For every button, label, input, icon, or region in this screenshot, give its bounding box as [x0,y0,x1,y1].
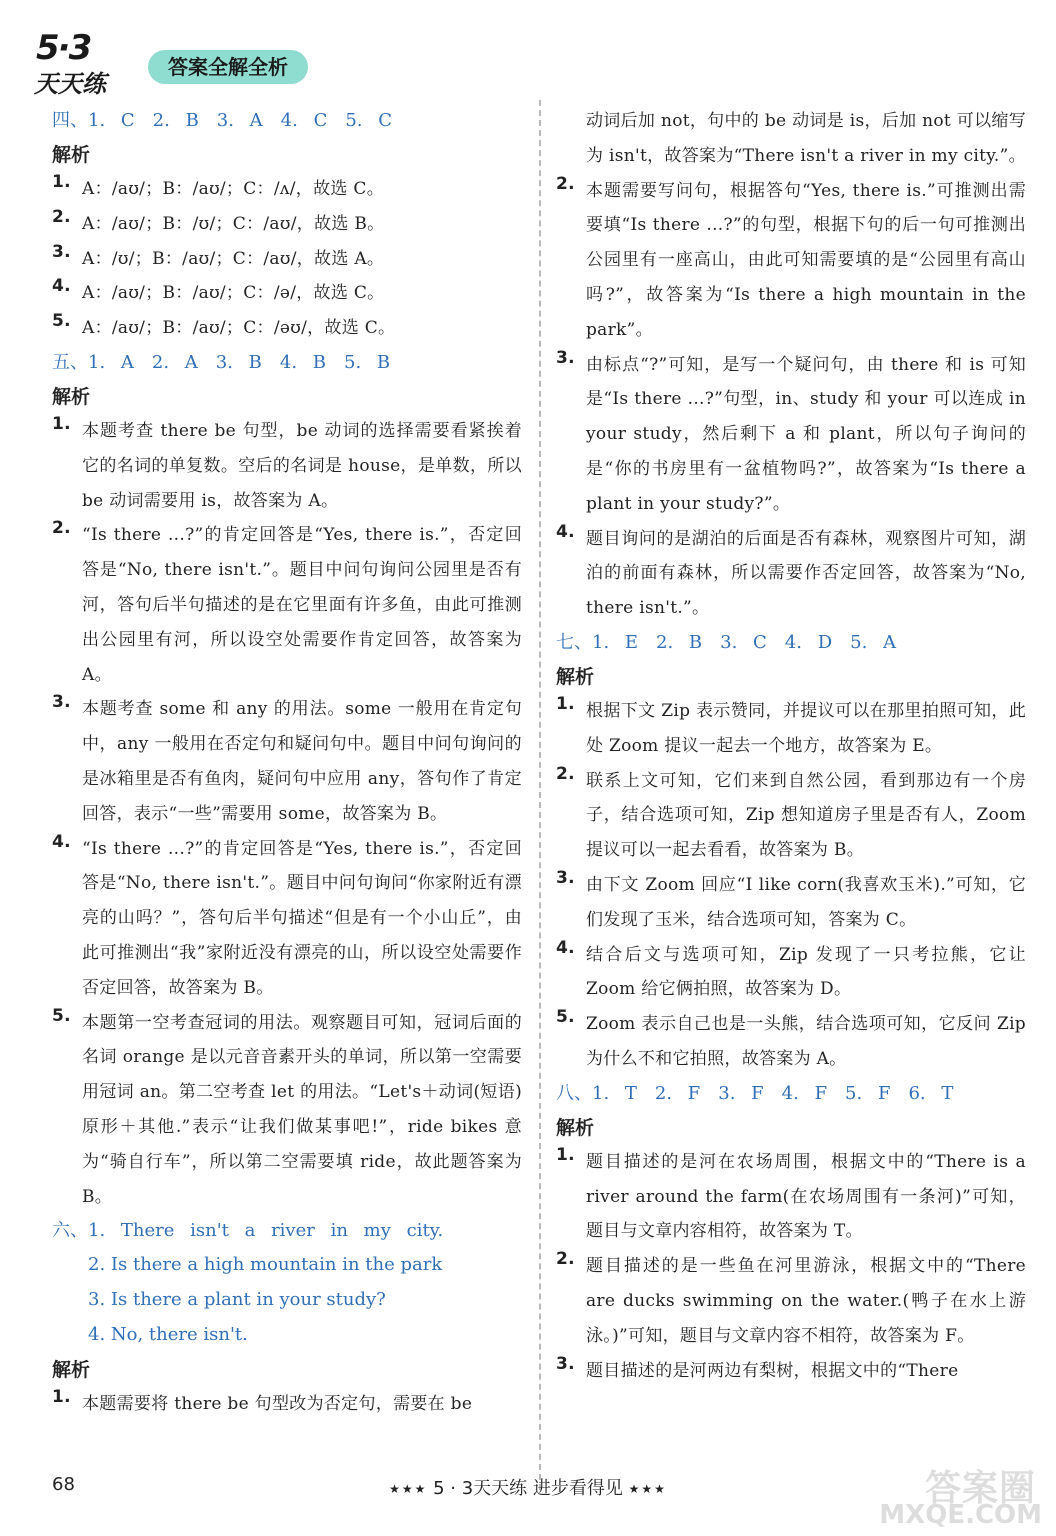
answer-line: 4. No, there isn't. [88,1323,248,1345]
section-answers: 五、1. A 2. A 3. B 4. B 5. B [52,351,391,373]
analysis-item [556,1354,1026,1389]
item-number: 3. [52,692,71,713]
item-text: 本题需要将 there be 句型改为否定句，需要在 be [82,1393,473,1414]
item-text: 联系上文可知，它们来到自然公园，看到那边有一个房子，结合选项可知，Zip 想知道房子里是否有人，Zoom 提议可以一起去看看，故答案为 B。 [586,770,1026,861]
analysis-item [556,694,1026,764]
stars-right: ★★★ [628,1482,667,1496]
item-text: 本题考查 some 和 any 的用法。some 一般用在肯定句中，any 一般用在否定句和疑问句中。题目中问句询问的是冰箱里是否有鱼肉，疑问句中应用 any，答句作了肯定回答，表示“一些”需要用 some，故答案为 B。 [82,699,522,824]
item-number: 4. [52,831,71,852]
item-number: 4. [556,937,575,958]
watermark-logo: 答案圈 [924,1468,1036,1509]
item-text: “Is there ...?”的肯定回答是“Yes, there is.”，否定回答是“No, there isn't.”。题目中问句询问公园里是否有河，答句后半句描述的是在它里面有许多鱼，由此可推测出公园里有河，所以设空处需要作肯定回答，故答案为 A。 [82,525,522,685]
section-answers: 六、1. There isn't a river in my city. [52,1220,444,1242]
stars-left: ★★★ [389,1482,428,1496]
analysis-item [556,938,1026,1008]
item-text: A：/aʊ/；B：/ʊ/；C：/aʊ/，故选 B。 [82,213,385,234]
analysis-heading: 解析 [52,385,91,408]
section-answers: 七、1. E 2. B 3. C 4. D 5. A [556,631,897,653]
item-number: 5. [52,1005,71,1026]
footer-slogan [0,1474,1056,1500]
answer-badge: 答案全解全析 [148,50,308,84]
analysis-item [556,764,1026,868]
item-text: 由标点“?”可知，是写一个疑问句，由 there 和 is 可知是“Is there ...?”句型，in、study 和 your 可以连成 in your study，然后剩下 a 和 plant，所以句子询问的是“你的书房里有一盆植物吗?”，故答案为“Is there a plant in your study?”。 [586,354,1026,514]
analysis-heading: 解析 [556,665,595,688]
analysis-item [52,1006,522,1215]
item-number: 2. [556,173,575,194]
logo [30,28,140,98]
analysis-item [52,414,522,518]
footer-text: 5 · 3天天练 进步看得见 [433,1478,623,1499]
item-text: “Is there ...?”的肯定回答是“Yes, there is.”，否定回答是“No, there isn't.”。题目中问句询问“你家附近有漂亮的山吗？”，答句后半句描述“但是有一个小山丘”，由此可推测出“我”家附近没有漂亮的山，所以设空处需要作否定回答，故答案为 B。 [82,838,522,998]
item-number: 1. [52,413,71,434]
logo-top: 5·3 [36,28,91,68]
item-text: A：/aʊ/；B：/aʊ/；C：/ə/，故选 C。 [82,283,385,304]
analysis-item [556,104,1026,174]
section-answers: 四、1. C 2. B 3. A 4. C 5. C [52,110,393,131]
analysis-item [556,348,1026,522]
item-number: 2. [556,763,575,784]
analysis-item [556,1145,1026,1249]
analysis-item [556,522,1026,626]
analysis-heading: 解析 [52,1358,91,1381]
item-text: 本题需要写问句，根据答句“Yes, there is.”可推测出需要填“Is there ...?”的句型，根据下句的后一句可推测出公园里有一座高山，由此可知需要填的是“公园里有高山吗?”，故答案为“Is there a high mountain in the park”。 [586,180,1026,340]
logo-bottom: 天天练 [34,70,106,98]
item-text: 题目描述的是一些鱼在河里游泳，根据文中的“There are ducks swimming on the water.(鸭子在水上游泳。)”可知，题目与文章内容不相符，故答案为 F。 [586,1256,1026,1346]
item-number: 1. [52,1386,71,1407]
answer-line: 2. Is there a high mountain in the park [88,1254,443,1276]
item-number: 1. [556,693,575,714]
item-text: 结合后文与选项可知，Zip 发现了一只考拉熊，它让 Zoom 给它俩拍照，故答案为 D。 [586,944,1026,1000]
analysis-item [52,692,522,831]
item-text: 由下文 Zoom 回应“I like corn(我喜欢玉米).”可知，它们发现了玉米，结合选项可知，答案为 C。 [586,874,1026,930]
analysis-item [52,1387,522,1422]
analysis-heading: 解析 [52,144,91,166]
item-text: 本题第一空考查冠词的用法。观察题目可知，冠词后面的名词 orange 是以元音音素开头的单词，所以第一空需要用冠词 an。第二空考查 let 的用法。“Let's＋动词(短语)原形＋其他.”表示“让我们做某事吧!”，ride bikes 意为“骑自行车”，所以第二空需要填 ride，故此题答案为 B。 [82,1012,522,1207]
analysis-item [52,832,522,1006]
answer-line: 3. Is there a plant in your study? [88,1289,386,1311]
item-text: 根据下文 Zip 表示赞同，并提议可以在那里拍照可知，此处 Zoom 提议一起去一个地方，故答案为 E。 [586,700,1026,756]
page-number: 68 [52,1474,75,1495]
item-number: 2. [556,1249,575,1270]
item-text: A：/aʊ/；B：/aʊ/；C：/əʊ/，故选 C。 [82,318,396,339]
right-column [556,104,1026,1388]
item-text: Zoom 表示自己也是一头熊，结合选项可知，它反问 Zip 为什么不和它拍照，故答案为 A。 [586,1014,1026,1069]
analysis-item [52,518,522,692]
item-number: 3. [556,347,575,368]
analysis-item [556,1249,1026,1353]
item-number: 4. [556,521,575,542]
item-text: 题目描述的是河两边有梨树，根据文中的“There [586,1360,959,1381]
item-text: 动词后加 not，句中的 be 动词是 is，后加 not 可以缩写为 isn't，故答案为“There isn't a river in my city.”。 [586,111,1026,166]
item-text: A：/ʊ/；B：/aʊ/；C：/aʊ/，故选 A。 [82,248,385,269]
item-text: A：/aʊ/；B：/aʊ/；C：/ʌ/，故选 C。 [82,179,385,199]
analysis-item [52,207,522,242]
item-text: 本题考查 there be 句型，be 动词的选择需要看紧挨着它的名词的单复数。空后的名词是 house，是单数，所以 be 动词需要用 is，故答案为 A。 [82,420,522,511]
item-number: 4. [52,276,71,297]
item-text: 题目询问的是湖泊的后面是否有森林，观察图片可知，湖泊的前面有森林，所以需要作否定回答，故答案为“No, there isn't.”。 [586,528,1026,619]
item-number: 3. [556,867,575,888]
analysis-item [556,868,1026,938]
column-divider [539,100,541,1490]
item-number: 1. [52,172,71,192]
header [30,28,330,98]
item-number: 5. [52,311,71,332]
item-text: 题目描述的是河在农场周围，根据文中的“There is a river around the farm(在农场周围有一条河)”可知，题目与文章内容相符，故答案为 T。 [586,1151,1026,1242]
analysis-item [52,242,522,277]
watermark-url: MXQE.COM [879,1500,1042,1530]
item-number: 2. [52,206,71,227]
section-answers: 八、1. T 2. F 3. F 4. F 5. F 6. T [556,1082,954,1104]
analysis-item [52,172,522,207]
item-number: 2. [52,518,71,539]
item-number: 1. [556,1144,575,1165]
item-number: 3. [556,1353,575,1374]
analysis-item [52,311,522,346]
left-column [52,104,522,1422]
item-number: 3. [52,241,71,262]
analysis-item [556,174,1026,348]
item-number: 5. [556,1007,575,1028]
analysis-heading: 解析 [556,1116,595,1139]
analysis-item [52,276,522,311]
analysis-item [556,1007,1026,1077]
